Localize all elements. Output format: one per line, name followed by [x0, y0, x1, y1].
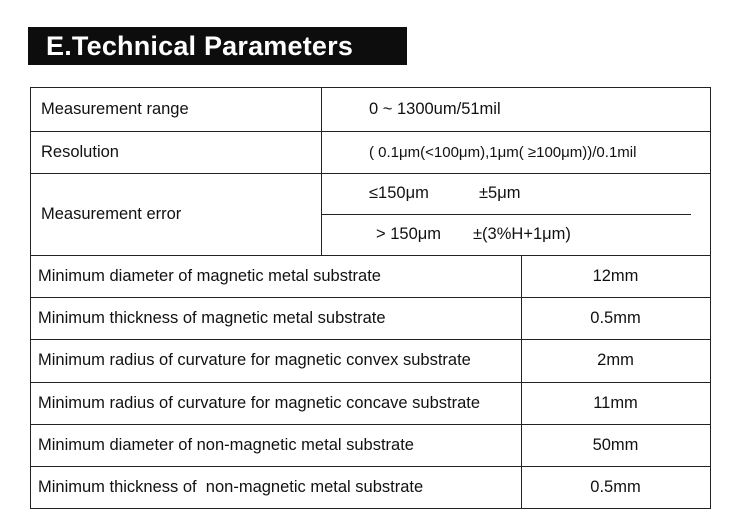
resolution-value: ( 0.1μm(<100μm),1μm( ≥100μm))/0.1mil	[369, 143, 637, 161]
substrate-row-label: Minimum diameter of non-magnetic metal substrate	[38, 435, 414, 454]
measurement-range-value: 0 ~ 1300um/51mil	[369, 100, 501, 118]
substrate-row-value: 11mm	[593, 393, 638, 412]
substrate-row-label: Minimum radius of curvature for magnetic concave substrate	[38, 393, 481, 412]
error-value-2: ±(3%H+1μm)	[473, 225, 571, 243]
substrate-row-value: 2mm	[597, 351, 634, 369]
substrate-row-label: Minimum thickness of non-magnetic metal substrate	[38, 477, 424, 496]
substrate-row-value: 50mm	[592, 435, 639, 454]
measurement-error-label: Measurement error	[41, 204, 182, 223]
measurement-range-label: Measurement range	[41, 100, 189, 118]
substrate-row-value: 0.5mm	[590, 308, 641, 327]
section-title: E.Technical Parameters	[28, 27, 407, 65]
error-range-2: > 150μm	[376, 225, 442, 243]
technical-parameters-table	[30, 87, 711, 509]
substrate-row-label: Minimum diameter of magnetic metal substrate	[38, 266, 381, 285]
substrate-row-label: Minimum thickness of magnetic metal substrate	[38, 308, 386, 327]
error-range-1: ≤150μm	[369, 184, 429, 202]
substrate-row-value: 12mm	[592, 266, 639, 285]
column-divider	[321, 88, 322, 255]
resolution-label: Resolution	[41, 142, 119, 161]
substrate-row-value: 0.5mm	[590, 477, 641, 496]
substrate-row-label: Minimum radius of curvature for magnetic convex substrate	[38, 351, 471, 369]
error-value-1: ±5μm	[479, 184, 521, 202]
